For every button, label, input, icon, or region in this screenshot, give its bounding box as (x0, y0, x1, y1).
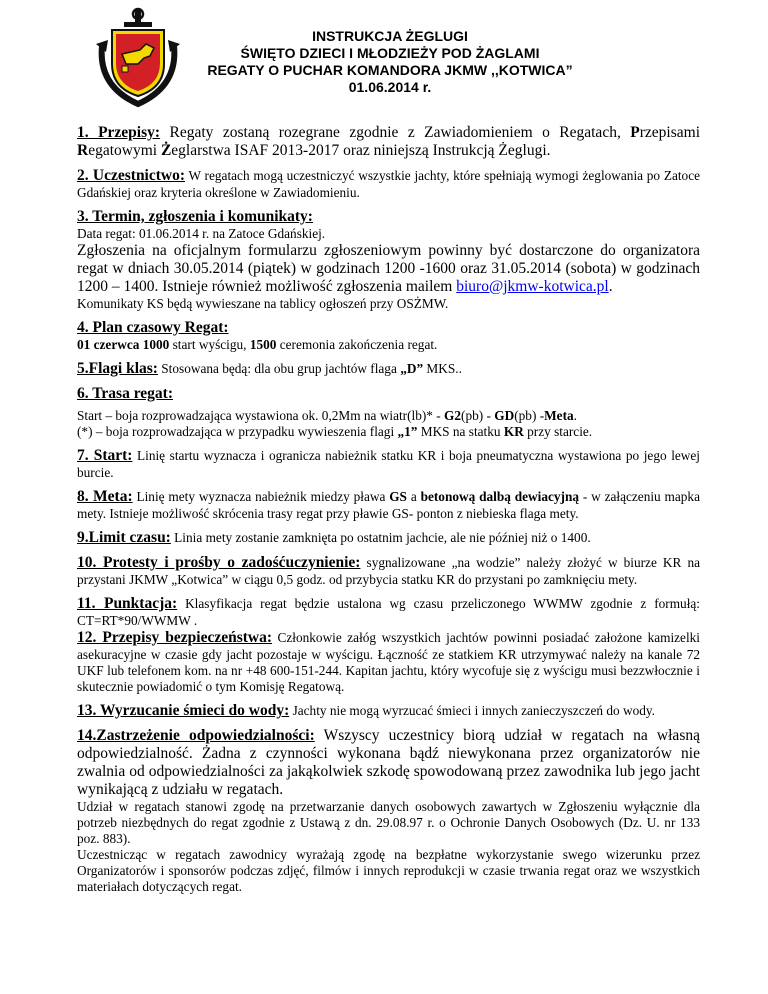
section-14 (77, 727, 700, 799)
section-6-route (77, 408, 700, 424)
section-8-text: a (406, 489, 421, 504)
section-8-text: Linię mety wyznacza nabieżnik miedzy pława (132, 489, 390, 504)
section-1-text: Regaty zostaną rozegrane zgodnie z Zawiadomieniem o Regatach, (160, 124, 631, 141)
section-1-text: eglarstwa ISAF 2013-2017 oraz niniejszą Instrukcją Żeglugi. (171, 142, 551, 159)
section-11 (77, 595, 700, 629)
section-6-heading: 6. Trasa regat: (77, 385, 173, 402)
section-5-bold: „D” (400, 361, 424, 376)
header-date: 01.06.2014 r. (348, 79, 432, 95)
section-12 (77, 629, 700, 695)
section-6-text: Start – boja rozprowadzająca wystawiona ok. 0,2Mm na wiatr(lb)* - (77, 408, 445, 423)
section-3-para (77, 242, 700, 296)
section-1-text: rzepisami (639, 124, 701, 141)
section-3-text: . (608, 278, 613, 295)
section-6-note-bold: KR (503, 424, 524, 439)
club-emblem-icon (88, 6, 188, 110)
section-4-text (77, 337, 700, 353)
section-5-text: Stosowana będą: dla obu grup jachtów flaga (157, 361, 401, 376)
section-8 (77, 488, 700, 522)
section-9-text: Linia mety zostanie zamknięta po ostatnim jachcie, ale nie później niż o 1400. (170, 530, 591, 545)
section-10 (77, 554, 700, 588)
section-3-komunikaty: Komunikaty KS będą wywieszane na tablicy ogłoszeń przy OSŻMW. (77, 296, 449, 311)
section-5-text: MKS.. (423, 361, 462, 376)
section-10-text: sygnalizowane „na wodzie” należy złożyć w biurze KR na przystani JKMW „Kotwica” w ciągu 0,5 godz. od przybycia statku KR do przystani po zamknięciu mety. (77, 555, 700, 587)
section-3-heading-line (77, 208, 700, 226)
section-6-text: . (573, 408, 577, 423)
section-4-bold: 1500 (249, 337, 277, 352)
header-regatta: REGATY O PUCHAR KOMANDORA JKMW ,,KOTWICA” (207, 62, 573, 78)
section-8-heading: 8. Meta: (77, 488, 133, 505)
document-header (180, 28, 600, 96)
section-6-bold: Meta (544, 408, 574, 423)
section-7-text: Linię startu wyznacza i ogranicza nabieżnik statku KR i boja pneumatyczna wystawiona po jego lewej burcie. (77, 448, 700, 480)
section-12-text: Członkowie załóg wszystkich jachtów powinni posiadać założone kamizelki asekuracyjne w czasie gdy jacht pozostaje w wyścigu. Łączność ze statkiem KR utrzymywać należy na kanale 72 UKF lub telefonem kom. na nr +48 600-151-244. Kapitan jachtu, który wycofuje się z wyścigu musi bezzwłocznie i skutecznie powiadomić o tym Komisję Regatową. (77, 630, 700, 694)
section-3-heading: 3. Termin, zgłoszenia i komunikaty: (77, 208, 313, 225)
section-2-heading: 2. Uczestnictwo: (77, 167, 186, 184)
email-link[interactable]: biuro@jkmw-kotwica.pl (456, 278, 609, 295)
section-4-heading: 4. Plan czasowy Regat: (77, 319, 229, 336)
section-7-heading: 7. Start: (77, 447, 133, 464)
section-6-heading-line (77, 385, 700, 403)
header-title: INSTRUKCJA ŻEGLUGI (312, 28, 468, 44)
section-1-text: egatowymi (88, 142, 161, 159)
section-4-span: start wyścigu, (169, 337, 250, 352)
section-1-heading: 1. Przepisy: (77, 124, 161, 141)
section-4-bold: 01 czerwca 1000 (77, 337, 170, 352)
section-1 (77, 124, 700, 160)
section-5 (77, 360, 700, 378)
section-2-text: W regatach mogą uczestniczyć wszystkie jachty, które spełniają wymogi żeglowania po Zatoce Gdańskiej oraz kryteria określone w Zawiadomieniu. (77, 168, 700, 200)
section-4-heading-line (77, 319, 700, 337)
section-8-bold: GS (389, 489, 407, 504)
section-6-note-text: MKS na statku (417, 424, 504, 439)
section-3-date: Data regat: 01.06.2014 r. na Zatoce Gdańskiej. (77, 226, 326, 241)
section-9 (77, 529, 700, 547)
section-7 (77, 447, 700, 481)
section-14-text: Wszyscy uczestnicy biorą udział w regatach na własną odpowiedzialność. Żadna z czynności wykonana bądź niewykonana przez organizatorów nie zwalnia od odpowiedzialności za jakąkolwiek szkodę spowodowaną przez zawodnika lub jego jacht wynikającą z udziału w regatach. (77, 727, 700, 798)
section-3-text: Zgłoszenia na oficjalnym formularzu zgłoszeniowym powinny być dostarczone do organizatora regat w dniach 30.05.2014 (piątek) w godzinach 1200 -1600 oraz 31.05.2014 (sobota) w godzinach 1200 – 1400. Istnieje również możliwość zgłoszenia mailem (77, 242, 700, 295)
section-8-text: - w załączeniu mapka mety. Istnieje możliwość skrócenia trasy regat przy pławie GS- ponton z niebieska flaga mety. (77, 489, 700, 521)
section-2 (77, 167, 700, 201)
section-1-bold: P (630, 124, 640, 141)
section-6-note (77, 424, 700, 440)
section-4-span: ceremonia zakończenia regat. (276, 337, 438, 352)
section-6-text: (pb) - (461, 408, 495, 423)
section-6-text: (pb) - (514, 408, 545, 423)
header-event: ŚWIĘTO DZIECI I MŁODZIEŻY POD ŻAGLAMI (240, 45, 540, 61)
section-6-bold: G2 (444, 408, 462, 423)
section-6-bold: GD (494, 408, 515, 423)
section-13-heading: 13. Wyrzucanie śmieci do wody: (77, 702, 290, 719)
section-14-heading: 14.Zastrzeżenie odpowiedzialności: (77, 727, 315, 744)
section-11-text: Klasyfikacja regat będzie ustalona wg czasu przeliczonego WWMW zgodnie z formułą: CT=RT*90/WWMW . (77, 596, 700, 628)
section-14-data-consent: Udział w regatach stanowi zgodę na przetwarzanie danych osobowych zawartych w Zgłoszeniu wyłącznie dla potrzeb niezbędnych do regat zgodnie z Ustawą z dn. 29.08.97 r. o Ochronie Danych Osobowych (Dz. U. nr 133 poz. 883). (77, 799, 700, 846)
section-6-note-text: przy starcie. (523, 424, 593, 439)
section-13 (77, 702, 700, 720)
section-10-heading: 10. Protesty i prośby o zadośćuczynienie: (77, 554, 361, 571)
section-5-heading: 5.Flagi klas: (77, 360, 158, 377)
section-6-note-text: (*) – boja rozprowadzająca w przypadku wywieszenia flagi (77, 424, 398, 439)
section-9-heading: 9.Limit czasu: (77, 529, 171, 546)
section-1-bold: Ż (160, 142, 172, 159)
section-6-note-bold: „1” (397, 424, 418, 439)
section-8-bold: betonową dalbą dewiacyjną (420, 489, 579, 504)
section-13-text: Jachty nie mogą wyrzucać śmieci i innych zanieczyszczeń do wody. (289, 703, 656, 718)
section-11-heading: 11. Punktacja: (77, 595, 178, 612)
section-14-image-consent: Uczestnicząc w regatach zawodnicy wyrażają zgodę na bezpłatne wykorzystanie swego wizerunku przez Organizatorów i sponsorów podczas zdjęć, filmów i innych reprodukcji w czasie trwania regat oraz we wszystkich materiałach dotyczących regat. (77, 847, 700, 894)
section-12-heading: 12. Przepisy bezpieczeństwa: (77, 629, 273, 646)
section-1-bold: R (77, 142, 89, 159)
document-body (77, 124, 700, 895)
